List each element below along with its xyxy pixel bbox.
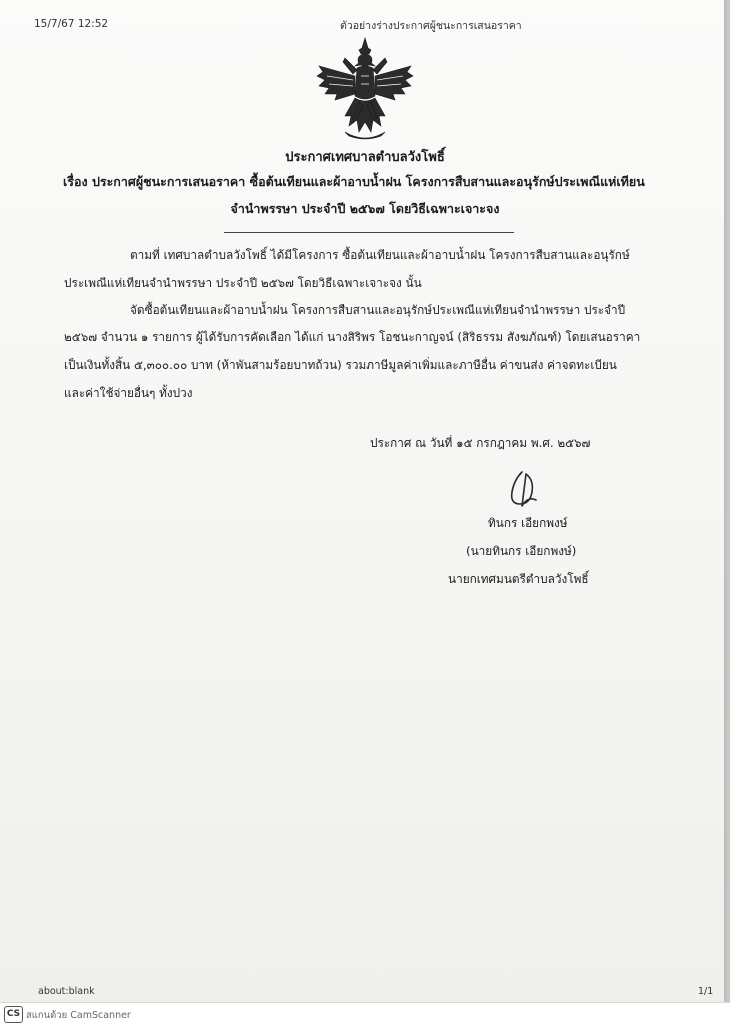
body-paragraph-1-line-2: ประเพณีแห่เทียนจำนำพรรษา ประจำปี ๒๕๖๗ โดยวิธีเฉพาะเจาะจง นั้น xyxy=(64,276,422,290)
print-footer-url: about:blank xyxy=(38,986,95,997)
title-divider xyxy=(224,232,514,233)
subject-line-2: จำนำพรรษา ประจำปี ๒๕๖๗ โดยวิธีเฉพาะเจาะจง xyxy=(230,201,500,216)
body-paragraph-2-line-2: ๒๕๖๗ จำนวน ๑ รายการ ผู้ได้รับการคัดเลือก ได้แก่ นางสิริพร โอชนะกาญจน์ (สิริธรรม สังฆภัณฑ์) โดยเสนอราคา xyxy=(64,330,641,344)
camscanner-logo-icon: CS xyxy=(4,1006,23,1023)
subject-line-1: เรื่อง ประกาศผู้ชนะการเสนอราคา ซื้อต้นเทียนและผ้าอาบน้ำฝน โครงการสืบสานและอนุรักษ์ประเพณีแห่เทียน xyxy=(63,174,645,189)
scanner-watermark-text: สแกนด้วย CamScanner xyxy=(26,1010,131,1021)
document-caption: ตัวอย่างร่างประกาศผู้ชนะการเสนอราคา xyxy=(340,20,522,32)
print-timestamp: 15/7/67 12:52 xyxy=(34,18,109,30)
page-title: ประกาศเทศบาลตำบลวังโพธิ์ xyxy=(285,150,445,165)
signatory-position: นายกเทศมนตรีตำบลวังโพธิ์ xyxy=(448,572,589,586)
body-paragraph-1-line-1: ตามที่ เทศบาลตำบลวังโพธิ์ ได้มีโครงการ ซื้อต้นเทียนและผ้าอาบน้ำฝน โครงการสืบสานและอนุรักษ์ xyxy=(130,248,630,262)
signature-icon xyxy=(500,466,550,512)
body-paragraph-2-line-4: และค่าใช้จ่ายอื่นๆ ทั้งปวง xyxy=(64,386,193,400)
garuda-emblem-icon xyxy=(315,36,415,144)
scanner-watermark-bar xyxy=(0,1002,730,1025)
print-page-number: 1/1 xyxy=(698,986,714,997)
body-paragraph-2-line-1: จัดซื้อต้นเทียนและผ้าอาบน้ำฝน โครงการสืบสานและอนุรักษ์ประเพณีแห่เทียนจำนำพรรษา ประจำปี xyxy=(130,303,626,317)
signatory-full-name: (นายทินกร เอียกพงษ์) xyxy=(466,544,577,558)
body-paragraph-2-line-3: เป็นเงินทั้งสิ้น ๕,๓๐๐.๐๐ บาท (ห้าพันสามร้อยบาทถ้วน) รวมภาษีมูลค่าเพิ่มและภาษีอื่น ค่าขนส่ง ค่าจดทะเบียน xyxy=(64,358,617,372)
announcement-date: ประกาศ ณ วันที่ ๑๕ กรกฎาคม พ.ศ. ๒๕๖๗ xyxy=(370,436,591,450)
signatory-name: ทินกร เอียกพงษ์ xyxy=(488,516,568,530)
